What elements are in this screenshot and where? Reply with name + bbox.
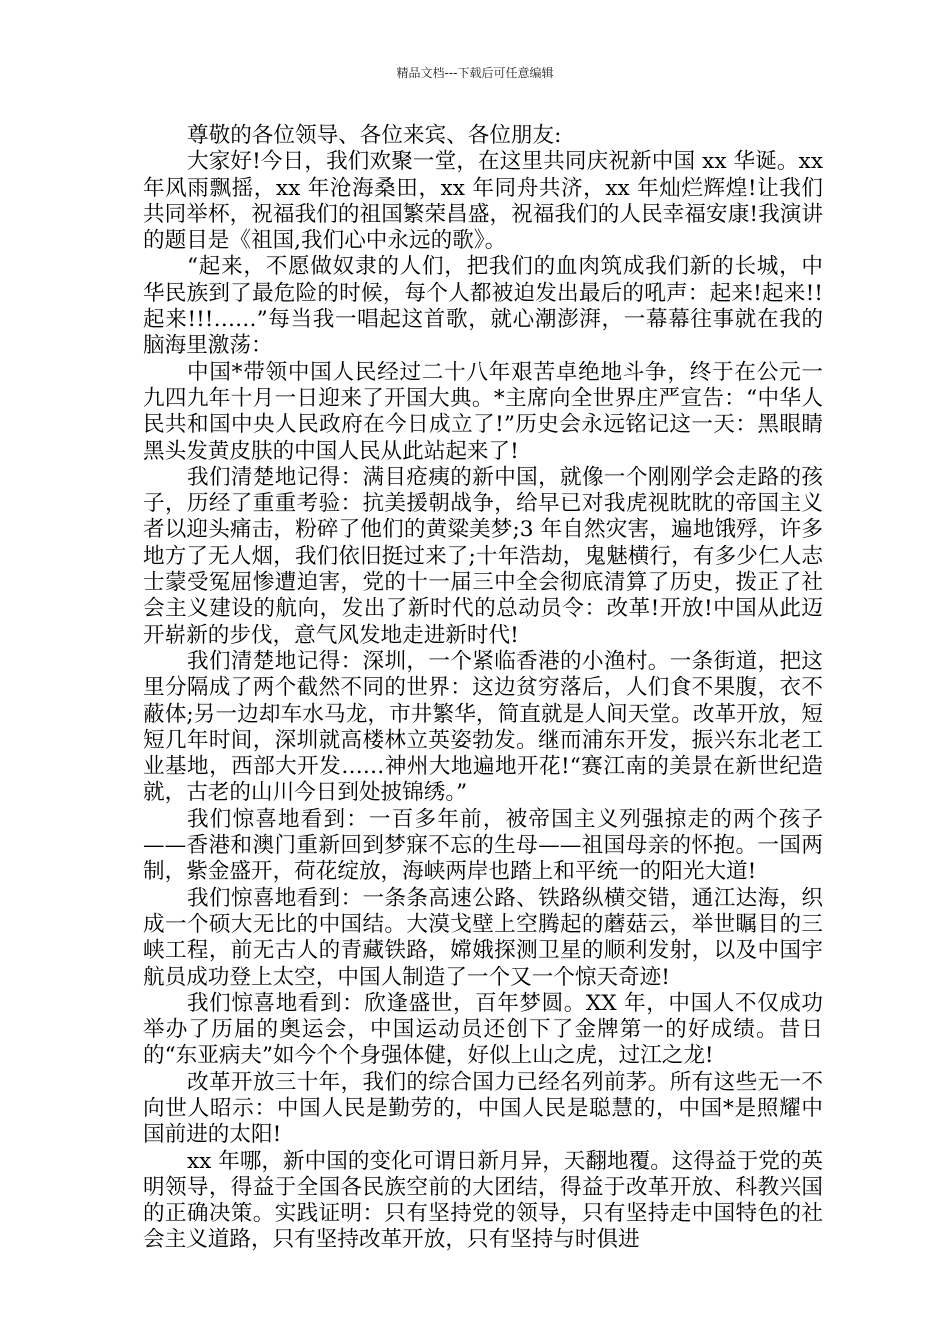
paragraph-anthem: “起来，不愿做奴隶的人们，把我们的血肉筑成我们新的长城，中华民族到了最危险的时候，每个人都被迫发出最后的吼声：起来!起来!!起来!!!……”每当我一唱起这首歌，就心潮澎湃，一幕幕往事就在我的脑海里激荡：: [143, 254, 823, 359]
paragraph-olympics: 我们惊喜地看到：欣逢盛世，百年梦圆。XX 年，中国人不仅成功举办了历届的奥运会，中国运动员还创下了金牌第一的好成绩。昔日的“东亚病夫”如今个个身强体健，好似上山之虎，过江之龙!: [143, 990, 823, 1069]
paragraph-reunification: 我们惊喜地看到：一百多年前，被帝国主义列强掠走的两个孩子——香港和澳门重新回到梦寐不忘的生母——祖国母亲的怀抱。一国两制，紫金盛开，荷花绽放，海峡两岸也踏上和平统一的阳光大道!: [143, 806, 823, 885]
paragraph-shenzhen: 我们清楚地记得：深圳，一个紧临香港的小渔村。一条街道，把这里分隔成了两个截然不同的世界：这边贫穷落后，人们食不果腹，衣不蔽体;另一边却车水马龙，市井繁华，简直就是人间天堂。改革开放，短短几年时间，深圳就高楼林立英姿勃发。继而浦东开发，振兴东北老工业基地，西部大开发……神州大地遍地开花!“赛江南的美景在新世纪造就，古老的山川今日到处披锦绣。”: [143, 648, 823, 806]
paragraph-greeting: 大家好!今日，我们欢聚一堂，在这里共同庆祝新中国 xx 华诞。xx 年风雨飘摇，xx 年沧海桑田，xx 年同舟共济，xx 年灿烂辉煌!让我们共同举杯，祝福我们的祖国繁荣昌盛，祝福我们的人民幸福安康!我演讲的题目是《祖国,我们心中永远的歌》。: [143, 149, 823, 254]
paragraph-trials: 我们清楚地记得：满目疮痍的新中国，就像一个刚刚学会走路的孩子，历经了重重考验：抗美援朝战争，给早已对我虎视眈眈的帝国主义者以迎头痛击，粉碎了他们的黄粱美梦;3 年自然灾害，遍地饿殍，许多地方了无人烟，我们依旧挺过来了;十年浩劫，鬼魅横行，有多少仁人志士蒙受冤屈惨遭迫害，党的十一届三中全会彻底清算了历史，拨正了社会主义建设的航向，发出了新时代的总动员令：改革!开放!中国从此迈开崭新的步伐，意气风发地走进新时代!: [143, 464, 823, 648]
paragraph-salutation: 尊敬的各位领导、各位来宾、各位朋友:: [187, 123, 562, 148]
document-body: [143, 123, 823, 1254]
page-header: 精品文档---下载后可任意编辑: [396, 66, 554, 80]
paragraph-founding: 中国*带领中国人民经过二十八年艰苦卓绝地斗争，终于在公元一九四九年十月一日迎来了开国大典。*主席向全世界庄严宣告：“中华人民共和国中央人民政府在今日成立了!”历史会永远铭记这一天：黑眼睛黑头发黄皮肤的中国人民从此站起来了!: [143, 359, 823, 464]
paragraph-conclusion: xx 年哪，新中国的变化可谓日新月异，天翻地覆。这得益于党的英明领导，得益于全国各民族空前的大团结，得益于改革开放、科教兴国的正确决策。实践证明：只有坚持党的领导，只有坚持走中国特色的社会主义道路，只有坚持改革开放，只有坚持与时俱进: [143, 1148, 823, 1253]
paragraph-reform: 改革开放三十年，我们的综合国力已经名列前茅。所有这些无一不向世人昭示：中国人民是勤劳的，中国人民是聪慧的，中国*是照耀中国前进的太阳!: [143, 1069, 823, 1148]
paragraph-infrastructure: 我们惊喜地看到：一条条高速公路、铁路纵横交错，通江达海，织成一个硕大无比的中国结。大漠戈壁上空腾起的蘑菇云，举世瞩目的三峡工程，前无古人的青藏铁路，嫦娥探测卫星的顺利发射，以及中国宇航员成功登上太空，中国人制造了一个又一个惊天奇迹!: [143, 885, 823, 990]
